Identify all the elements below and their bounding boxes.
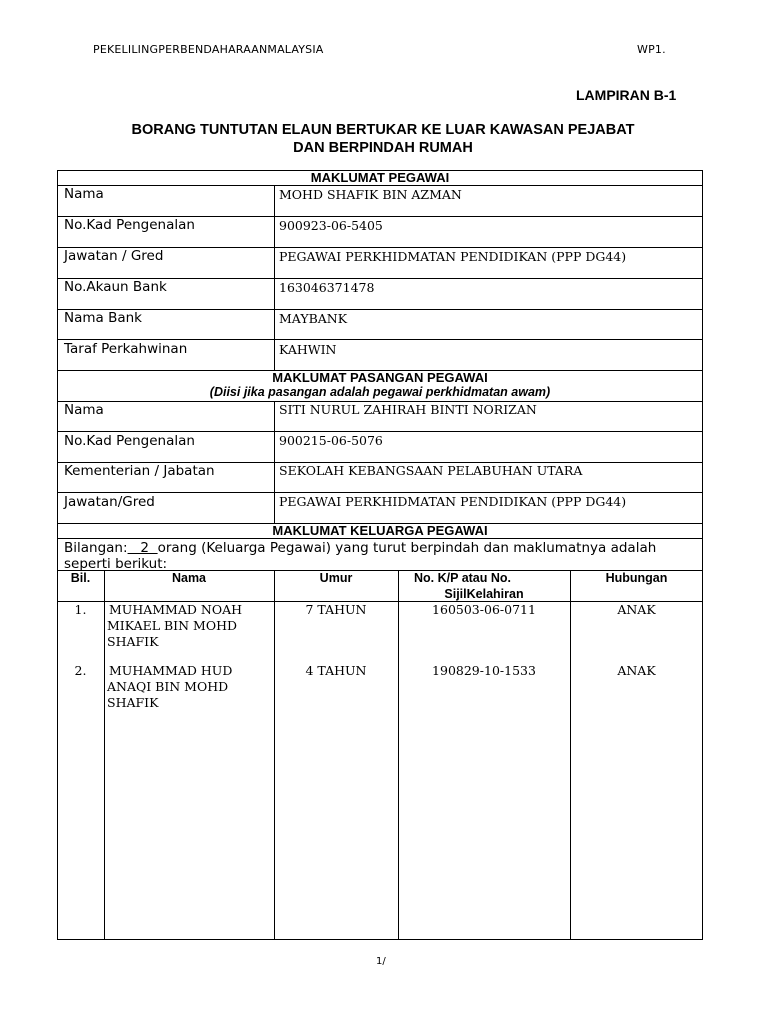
- column-header-bil: Bil.: [70, 571, 91, 585]
- value-kad-pengenalan[interactable]: 900923-06-5405: [279, 218, 383, 233]
- value-pasangan-jawatan[interactable]: PEGAWAI PERKHIDMATAN PENDIDIKAN (PPP DG44): [279, 494, 627, 509]
- row-divider: [57, 431, 703, 432]
- column-divider: [274, 401, 275, 523]
- label-akaun-bank: No.Akaun Bank: [64, 279, 167, 295]
- member-1-kp[interactable]: 160503-06-0711: [432, 602, 536, 617]
- member-1-nama-line-3: SHAFIK: [107, 634, 159, 649]
- row-divider: [57, 538, 703, 539]
- label-pasangan-jawatan: Jawatan/Gred: [64, 494, 155, 510]
- value-pasangan-kad-pengenalan[interactable]: 900215-06-5076: [279, 433, 383, 448]
- member-2-nama-line-3: SHAFIK: [107, 695, 159, 710]
- bilangan-value[interactable]: 2: [127, 540, 158, 556]
- column-header-kp-line-1: No. K/P atau No.: [414, 571, 512, 585]
- column-header-kp-line-2: SijilKelahiran: [444, 587, 524, 601]
- column-divider: [398, 570, 399, 940]
- form-title-line-2: DAN BERPINDAH RUMAH: [293, 140, 473, 156]
- label-taraf-perkahwinan: Taraf Perkahwinan: [64, 341, 188, 357]
- member-2-kp[interactable]: 190829-10-1533: [432, 663, 536, 678]
- section-subheading-pasangan: (Diisi jika pasangan adalah pegawai perkhidmatan awam): [209, 385, 551, 399]
- bilangan-suffix: orang (Keluarga Pegawai) yang turut berpindah dan maklumatnya adalah: [157, 540, 657, 556]
- value-taraf-perkahwinan[interactable]: KAHWIN: [279, 342, 337, 357]
- member-2-nama[interactable]: [107, 663, 232, 711]
- value-pasangan-kementerian[interactable]: SEKOLAH KEBANGSAAN PELABUHAN UTARA: [279, 463, 583, 478]
- member-1-nama-line-1: MUHAMMAD NOAH: [109, 602, 242, 617]
- column-divider: [274, 570, 275, 940]
- bilangan-statement: [64, 540, 700, 572]
- document-header-right: WP1.: [637, 43, 666, 56]
- row-divider: [57, 309, 703, 310]
- bilangan-line-2: seperti berikut:: [64, 556, 168, 572]
- value-pasangan-nama[interactable]: SITI NURUL ZAHIRAH BINTI NORIZAN: [279, 402, 537, 417]
- bilangan-prefix: Bilangan:: [64, 540, 128, 556]
- section-heading-keluarga: MAKLUMAT KELUARGA PEGAWAI: [272, 523, 488, 538]
- column-header-nama: Nama: [171, 571, 207, 585]
- label-pasangan-nama: Nama: [64, 402, 104, 418]
- member-1-bil: 1.: [74, 602, 87, 617]
- column-header-hubungan: Hubungan: [605, 571, 668, 585]
- member-2-nama-line-1: MUHAMMAD HUD: [109, 663, 233, 678]
- value-nama[interactable]: MOHD SHAFIK BIN AZMAN: [279, 187, 462, 202]
- form-title: [60, 121, 706, 157]
- label-pasangan-kad-pengenalan: No.Kad Pengenalan: [64, 433, 195, 449]
- member-2-umur[interactable]: 4 TAHUN: [305, 663, 367, 678]
- row-divider: [57, 492, 703, 493]
- member-2-hubungan[interactable]: ANAK: [617, 663, 656, 678]
- column-header-umur: Umur: [319, 571, 353, 585]
- member-1-nama-line-2: MIKAEL BIN MOHD: [107, 618, 237, 633]
- label-nama: Nama: [64, 186, 104, 202]
- member-2-nama-line-2: ANAQI BIN MOHD: [107, 679, 229, 694]
- value-jawatan-gred[interactable]: PEGAWAI PERKHIDMATAN PENDIDIKAN (PPP DG44): [279, 249, 627, 264]
- row-divider: [57, 339, 703, 340]
- lampiran-label: LAMPIRAN B-1: [576, 87, 677, 103]
- page-number: 1/: [376, 956, 386, 967]
- column-divider: [104, 570, 105, 940]
- member-1-hubungan[interactable]: ANAK: [617, 602, 656, 617]
- label-nama-bank: Nama Bank: [64, 310, 142, 326]
- column-divider: [274, 185, 275, 370]
- document-header-left: PEKELILINGPERBENDAHARAANMALAYSIA: [93, 43, 324, 56]
- member-1-umur[interactable]: 7 TAHUN: [305, 602, 367, 617]
- value-nama-bank[interactable]: MAYBANK: [279, 311, 348, 326]
- value-akaun-bank[interactable]: 163046371478: [279, 280, 375, 295]
- column-header-kp: [398, 570, 570, 602]
- row-divider: [57, 185, 703, 186]
- section-heading-pasangan: MAKLUMAT PASANGAN PEGAWAI: [272, 370, 488, 385]
- label-kad-pengenalan: No.Kad Pengenalan: [64, 217, 195, 233]
- label-jawatan-gred: Jawatan / Gred: [64, 248, 164, 264]
- form-title-line-1: BORANG TUNTUTAN ELAUN BERTUKAR KE LUAR KAWASAN PEJABAT: [131, 122, 635, 138]
- member-1-nama[interactable]: [107, 602, 242, 650]
- section-heading-pegawai: MAKLUMAT PEGAWAI: [310, 170, 450, 185]
- label-pasangan-kementerian: Kementerian / Jabatan: [64, 463, 215, 479]
- column-divider: [570, 570, 571, 940]
- member-2-bil: 2.: [74, 663, 87, 678]
